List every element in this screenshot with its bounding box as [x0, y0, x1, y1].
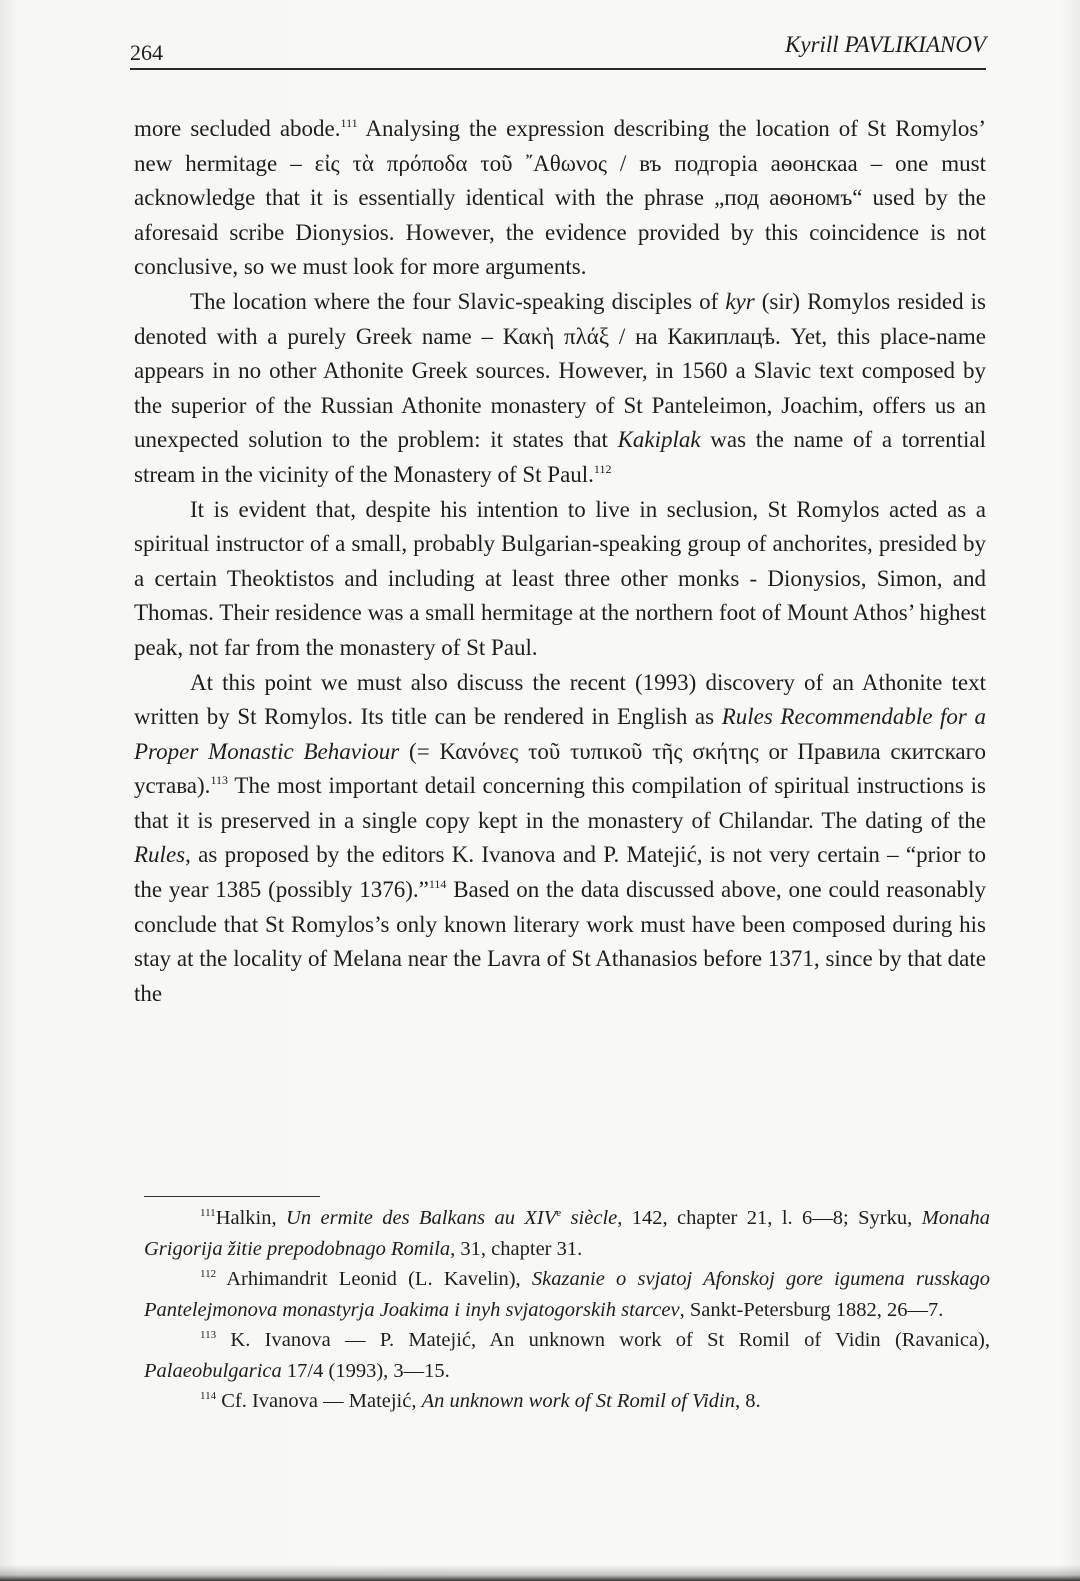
paragraph-1: more secluded abode.$^{111}$ Analysing the expression describing the location of St Romylos’ new hermitage – εἰς τὰ πρόποδα τοῦ ῎Αθωνος / въ подгоріа аѳонскаа – one must acknowledge that it is essentially identical with the phrase „под аѳономъ“ used by the aforesaid scribe Dionysios. However, the evidence provided by this coincidence is not conclusive, so we must look for more arguments. [134, 116, 986, 280]
footnote-ref-111[interactable]: 111 [340, 116, 358, 130]
paragraph-4: At this point we must also discuss the recent (1993) discovery of an Athonite text written by St Romylos. Its title can be rendered in English as Rules Recommendable for a Proper Monastic Behaviour (= Κανόνες τοῦ τυπικοῦ τῆς σκήτης or Правила скитскаго устава).$^{113}$ The most important detail concerning this compilation of spiritual instructions is that it is preserved in a single copy kept in the monastery of Chilandar. The dating of the Rules, as proposed by the editors K. Ivanova and P. Matejić, is not very certain – “prior to the year 1385 (possibly 1376).”$^{114}$ Based on the data discussed above, one could reasonably conclude that St Romylos’s only known literary work must have been composed during his stay at the locality of Melana near the Lavra of St Athanasios before 1371, since by that date the [134, 669, 986, 1006]
footnote-113: $^{113}$ K. Ivanova — P. Matejić, An unknown work of St Romil of Vidin (Ravanica), Palaeobulgarica 17/4 (1993), 3—15. [144, 1329, 990, 1382]
footnote-112: $^{112}$ Arhimandrit Leonid (L. Kavelin), Skazanie o svjatoj Afonskoj gore igumena russkago Pantelejmonova monastyrja Joakima i inyh svjatogorskih starcev, Sankt-Petersburg 1882, 26—7. [144, 1268, 990, 1321]
paragraph-2: The location where the four Slavic-speaking disciples of kyr (sir) Romylos resided is denoted with a purely Greek name – Κακὴ πλάξ / на Какиплацѣ. Yet, this place-name appears in no other Athonite Greek sources. However, in 1560 a Slavic text composed by the superior of the Russian Athonite monastery of St Panteleimon, Joachim, offers us an unexpected solution to the problem: it states that Kakiplak was the name of a torrential stream in the vicinity of the Monastery of St Paul.$^{112}$ [134, 288, 986, 487]
footnote-111: $^{111}$Halkin, Un ermite des Balkans au XIVe siècle, 142, chapter 21, l. 6—8; Syrku, Monaha Grigorija žitie prepodobnago Romila, 31, chapter 31. [144, 1207, 991, 1260]
body-text [134, 112, 986, 1011]
running-head-author: Kyrill PAVLIKIANOV [785, 32, 986, 57]
footnote-ref-113[interactable]: 113 [210, 773, 228, 788]
paragraph-3: It is evident that, despite his intention to live in seclusion, St Romylos acted as a spiritual instructor of a small, probably Bulgarian-speaking group of anchorites, presided by a certain Theoktistos and including at least three other monks - Dionysios, Simon, and Thomas. Their residence was a small hermitage at the northern foot of Mount Athos’ highest peak, not far from the monastery of St Paul. [134, 496, 986, 660]
footnote-ref-112[interactable]: 112 [593, 461, 612, 476]
header-rule [130, 68, 986, 70]
footnote-114: $^{114}$ Cf. Ivanova — Matejić, An unknown work of St Romil of Vidin, 8. [200, 1390, 761, 1412]
footnotes [144, 1203, 990, 1417]
footnote-separator [144, 1196, 320, 1197]
page-header [130, 30, 986, 70]
page-number: 264 [130, 40, 163, 65]
footnote-ref-114[interactable]: 114 [428, 877, 447, 892]
scan-bottom-edge [0, 1565, 1080, 1581]
